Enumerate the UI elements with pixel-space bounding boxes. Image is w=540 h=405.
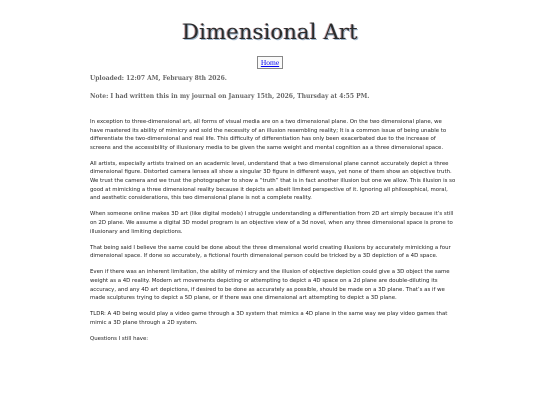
journal-note: Note: I had written this in my journal on January 15th, 2026, Thursday at 4:55 PM. xyxy=(90,93,370,100)
article-body xyxy=(90,118,456,351)
home-link-container xyxy=(0,52,540,70)
paragraph-6: TLDR: A 4D being would play a video game through a 3D system that mimics a 4D plane in the same way we play video games that mimic a 3D plane through a 2D system. xyxy=(90,311,448,326)
paragraph-2: All artists, especially artists trained on an academic level, understand that a two dimensional plane cannot accurately depict a three dimensional figure. Distorted camera lenses all show a singular 3D figure in different ways, yet none of them show an objective truth. We trust the camera and we trust the photographer to show a “truth” that is in fact another illusion but one we allow. This illusion is so good at mimicking a three dimensional reality because it depicts an albeit limited perspective of it. Ignoring all philosophical, moral, and aesthetic considerations, this two dimensional plane is not a complete reality. xyxy=(90,160,456,202)
paragraph-1: In exception to three-dimensional art, all forms of visual media are on a two dimensional plane. On the two dimensional plane, we have mastered its ability of mimicry and sold the necessity of an illusion resembling reality; It is a common issue of being unable to differentiate the two-dimensional and real life. This difficulty of differentiation has only been exacerbated due to the increase of screens and the accessibility of illusionary media to be given the same weight and mental cognition as a three dimensional space. xyxy=(90,119,447,151)
paragraph-3: When someone online makes 3D art (like digital models) I struggle understanding a differentiation from 2D art simply because it’s still on 2D plane. We assume a digital 3D model program is an objective view of a 3d novel, when any three dimensional space is prone to illusionary and limiting depictions. xyxy=(90,211,454,235)
paragraph-7: Questions I still have: xyxy=(90,335,149,342)
page-title: Dimensional Art xyxy=(182,20,358,44)
paragraph-5: Even if there was an inherent limitation, the ability of mimicry and the illusion of objective depiction could give a 3D object the same weight as a 4D reality. Modern art movements depicting or attempting to depict a 4D space on a 2d plane are double-diluting its accuracy, and any 4D art depictions, if desired to be done as accurately as possible, should be made on a 3D plane. That’s as if we made sculptures trying to depict a 5D plane, or if there was one dimensional art attempting to depict a 3D plane. xyxy=(90,269,450,302)
home-link[interactable]: Home xyxy=(257,56,283,69)
upload-date: Uploaded: 12:07 AM, February 8th 2026. xyxy=(90,75,227,82)
paragraph-4: That being said I believe the same could be done about the three dimensional world creating illusions by accurately mimicking a four dimensional space. If done so accurately, a fictional fourth dimensional person could be tricked by a 3D depiction of a 4D space. xyxy=(90,244,451,260)
